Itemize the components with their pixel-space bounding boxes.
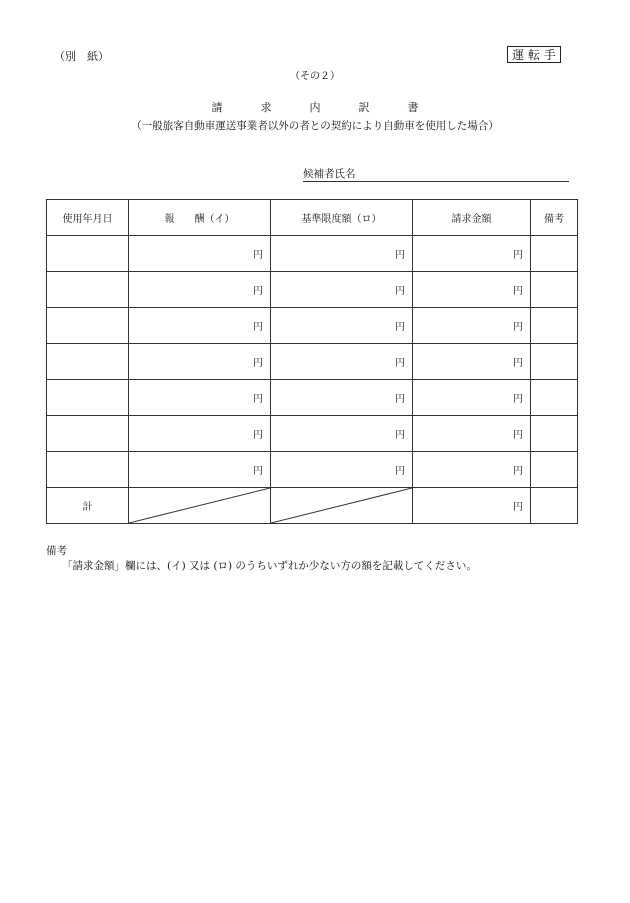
title-char: 訳: [358, 101, 370, 114]
fee-cell[interactable]: 円: [129, 344, 271, 380]
claim-table: [46, 199, 578, 524]
limit-cell[interactable]: 円: [271, 416, 413, 452]
limit-total-crossed-cell: [271, 488, 413, 524]
part-label: （その２）: [290, 71, 340, 82]
table-row: [47, 236, 578, 272]
table-row: [47, 416, 578, 452]
candidate-name-label: 候補者氏名: [303, 168, 356, 180]
document-subtitle: （一般旅客自動車運送事業者以外の者との契約により自動車を使用した場合）: [131, 120, 499, 132]
fee-total-crossed-cell: [129, 488, 271, 524]
claim-amount-cell[interactable]: 円: [413, 452, 531, 488]
header-date: 使用年月日: [47, 200, 129, 236]
limit-cell[interactable]: 円: [271, 344, 413, 380]
remarks-cell[interactable]: [531, 452, 578, 488]
table-row: [47, 308, 578, 344]
remarks-cell[interactable]: [531, 236, 578, 272]
fee-cell[interactable]: 円: [129, 308, 271, 344]
limit-cell[interactable]: 円: [271, 452, 413, 488]
remarks-cell[interactable]: [531, 416, 578, 452]
table-row: [47, 452, 578, 488]
total-label: 計: [47, 488, 129, 524]
header-fee: 報 酬（イ）: [129, 200, 271, 236]
title-char: 書: [407, 101, 419, 114]
date-cell[interactable]: [47, 272, 129, 308]
table-row: [47, 272, 578, 308]
limit-cell[interactable]: 円: [271, 380, 413, 416]
date-cell[interactable]: [47, 236, 129, 272]
total-row: [47, 488, 578, 524]
limit-cell[interactable]: 円: [271, 236, 413, 272]
limit-cell[interactable]: 円: [271, 272, 413, 308]
role-tag: 運 転 手: [507, 46, 561, 63]
header-remarks: 備考: [531, 200, 578, 236]
claim-amount-cell[interactable]: 円: [413, 272, 531, 308]
fee-cell[interactable]: 円: [129, 236, 271, 272]
table-row: [47, 344, 578, 380]
header-limit: 基準限度額（ロ）: [271, 200, 413, 236]
candidate-name-field[interactable]: [303, 166, 569, 182]
fee-cell[interactable]: 円: [129, 416, 271, 452]
remarks-cell[interactable]: [531, 308, 578, 344]
claim-amount-cell[interactable]: 円: [413, 416, 531, 452]
remarks-cell[interactable]: [531, 272, 578, 308]
claim-amount-cell[interactable]: 円: [413, 380, 531, 416]
fee-cell[interactable]: 円: [129, 272, 271, 308]
notes-heading: 備考: [46, 545, 67, 557]
diagonal-strike-line: [129, 488, 270, 523]
title-char: 求: [260, 101, 272, 114]
fee-cell[interactable]: 円: [129, 380, 271, 416]
claim-amount-cell[interactable]: 円: [413, 236, 531, 272]
claim-amount-cell[interactable]: 円: [413, 308, 531, 344]
table-header-row: [47, 200, 578, 236]
attachment-label: （別 紙）: [54, 50, 109, 63]
header-claim-amount: 請求金額: [413, 200, 531, 236]
date-cell[interactable]: [47, 416, 129, 452]
remarks-total-cell[interactable]: [531, 488, 578, 524]
remarks-cell[interactable]: [531, 380, 578, 416]
claim-amount-cell[interactable]: 円: [413, 344, 531, 380]
date-cell[interactable]: [47, 308, 129, 344]
diagonal-strike-line: [271, 488, 412, 523]
date-cell[interactable]: [47, 452, 129, 488]
document-title: [0, 99, 630, 115]
date-cell[interactable]: [47, 380, 129, 416]
limit-cell[interactable]: 円: [271, 308, 413, 344]
title-char: 請: [211, 101, 223, 114]
date-cell[interactable]: [47, 344, 129, 380]
claim-amount-total-cell[interactable]: 円: [413, 488, 531, 524]
remarks-cell[interactable]: [531, 344, 578, 380]
notes-text: 「請求金額」欄には、(イ) 又は (ロ) のうちいずれか少ない方の額を記載してください。: [62, 560, 477, 572]
title-char: 内: [309, 101, 321, 114]
table-row: [47, 380, 578, 416]
fee-cell[interactable]: 円: [129, 452, 271, 488]
